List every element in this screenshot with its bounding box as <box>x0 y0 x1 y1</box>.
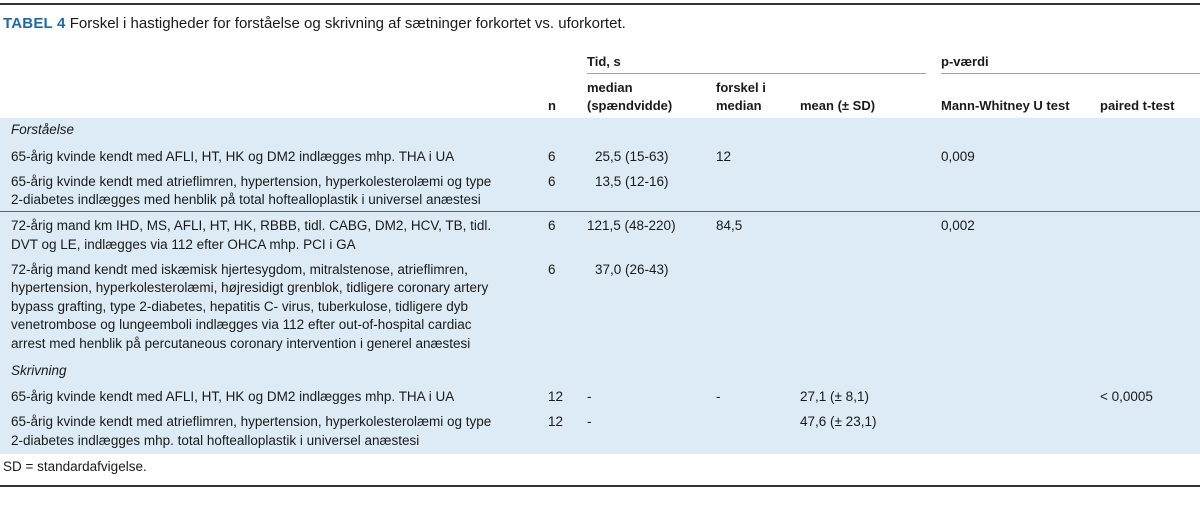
row5-mean: 27,1 (± 8,1) <box>800 389 869 404</box>
col-header-forskel-line2: median <box>716 98 762 113</box>
row2-n: 6 <box>548 174 556 189</box>
row1-mann-whitney: 0,009 <box>941 149 975 164</box>
row2-description-line2: 2-diabetes indlægges med henblik på total hoftealloplastik i universel anæstesi <box>11 192 481 207</box>
row1-median: 25,5 (15-63) <box>595 149 669 164</box>
row4-description-line5: arrest med henblik på percutaneous coronary intervention i generel anæstesi <box>11 336 471 351</box>
row6-median: - <box>587 414 592 429</box>
table-top-rule <box>0 3 1200 5</box>
row6-n: 12 <box>548 414 564 429</box>
row4-description-line4: venetrombose og lungeemboli indlægges via 112 efter out-of-hospital cardiac <box>11 317 472 332</box>
row5-median: - <box>587 389 592 404</box>
row6-description-line2: 2-diabetes indlægges mhp. total hoftealloplastik i universel anæstesi <box>11 433 420 448</box>
table-title: Forskel i hastigheder for forståelse og skrivning af sætninger forkortet vs. uforkortet. <box>69 15 626 32</box>
group-header-p-value: p-værdi <box>941 54 989 69</box>
row4-description-line2: hypertension, hyperkolesterolæmi, højresidigt grenblok, tidligere coronary artery <box>11 280 489 295</box>
section-label-forstaaelse: Forståelse <box>11 122 75 137</box>
row3-description-line2: DVT og LE, indlægges via 112 efter OHCA mhp. PCI i GA <box>11 237 356 252</box>
col-header-n: n <box>548 98 556 113</box>
row4-description-line3: bypass grafting, type 2-diabetes, hepatitis C- virus, tuberkulose, tidligere dyb <box>11 299 468 314</box>
row3-description-line1: 72-årig mand km IHD, MS, AFLI, HT, HK, RBBB, tidl. CABG, DM2, HCV, TB, tidl. <box>11 218 492 233</box>
row1-description: 65-årig kvinde kendt med AFLI, HT, HK og DM2 indlægges mhp. THA i UA <box>11 149 455 164</box>
row3-forskel: 84,5 <box>716 218 743 233</box>
row1-forskel: 12 <box>716 149 732 164</box>
row1-n: 6 <box>548 149 556 164</box>
row5-description: 65-årig kvinde kendt med AFLI, HT, HK og DM2 indlægges mhp. THA i UA <box>11 389 455 404</box>
col-header-paired-t-test: paired t-test <box>1100 98 1175 113</box>
col-header-median-line1: median <box>587 80 633 95</box>
col-header-mean: mean (± SD) <box>800 98 876 113</box>
table-bottom-rule <box>0 485 1200 487</box>
row4-median: 37,0 (26-43) <box>595 262 669 277</box>
row2-median: 13,5 (12-16) <box>595 174 669 189</box>
col-header-median-line2: (spændvidde) <box>587 98 673 113</box>
section-label-skrivning: Skrivning <box>11 363 67 378</box>
group-underline-p-value <box>941 73 1200 74</box>
row4-n: 6 <box>548 262 556 277</box>
row5-paired-t-test: < 0,0005 <box>1100 389 1153 404</box>
table-caption <box>3 15 626 32</box>
row6-description-line1: 65-årig kvinde kendt med atrieflimren, hypertension, hyperkolesterolæmi og type <box>11 414 492 429</box>
row3-n: 6 <box>548 218 556 233</box>
row2-description-line1: 65-årig kvinde kendt med atrieflimren, hypertension, hyperkolesterolæmi og type <box>11 174 492 189</box>
row4-description-line1: 72-årig mand kendt med iskæmisk hjertesygdom, mitralstenose, atrieflimren, <box>11 262 468 277</box>
row3-mann-whitney: 0,002 <box>941 218 975 233</box>
table-footnote: SD = standardafvigelse. <box>3 459 147 474</box>
table-number-label: TABEL 4 <box>3 15 66 32</box>
row5-forskel: - <box>716 389 721 404</box>
col-header-mann-whitney: Mann-Whitney U test <box>941 98 1070 113</box>
row6-mean: 47,6 (± 23,1) <box>800 414 877 429</box>
group-header-tid: Tid, s <box>587 54 621 69</box>
row5-n: 12 <box>548 389 564 404</box>
row3-median: 121,5 (48-220) <box>587 218 676 233</box>
group-underline-tid <box>587 73 926 74</box>
col-header-forskel-line1: forskel i <box>716 80 766 95</box>
